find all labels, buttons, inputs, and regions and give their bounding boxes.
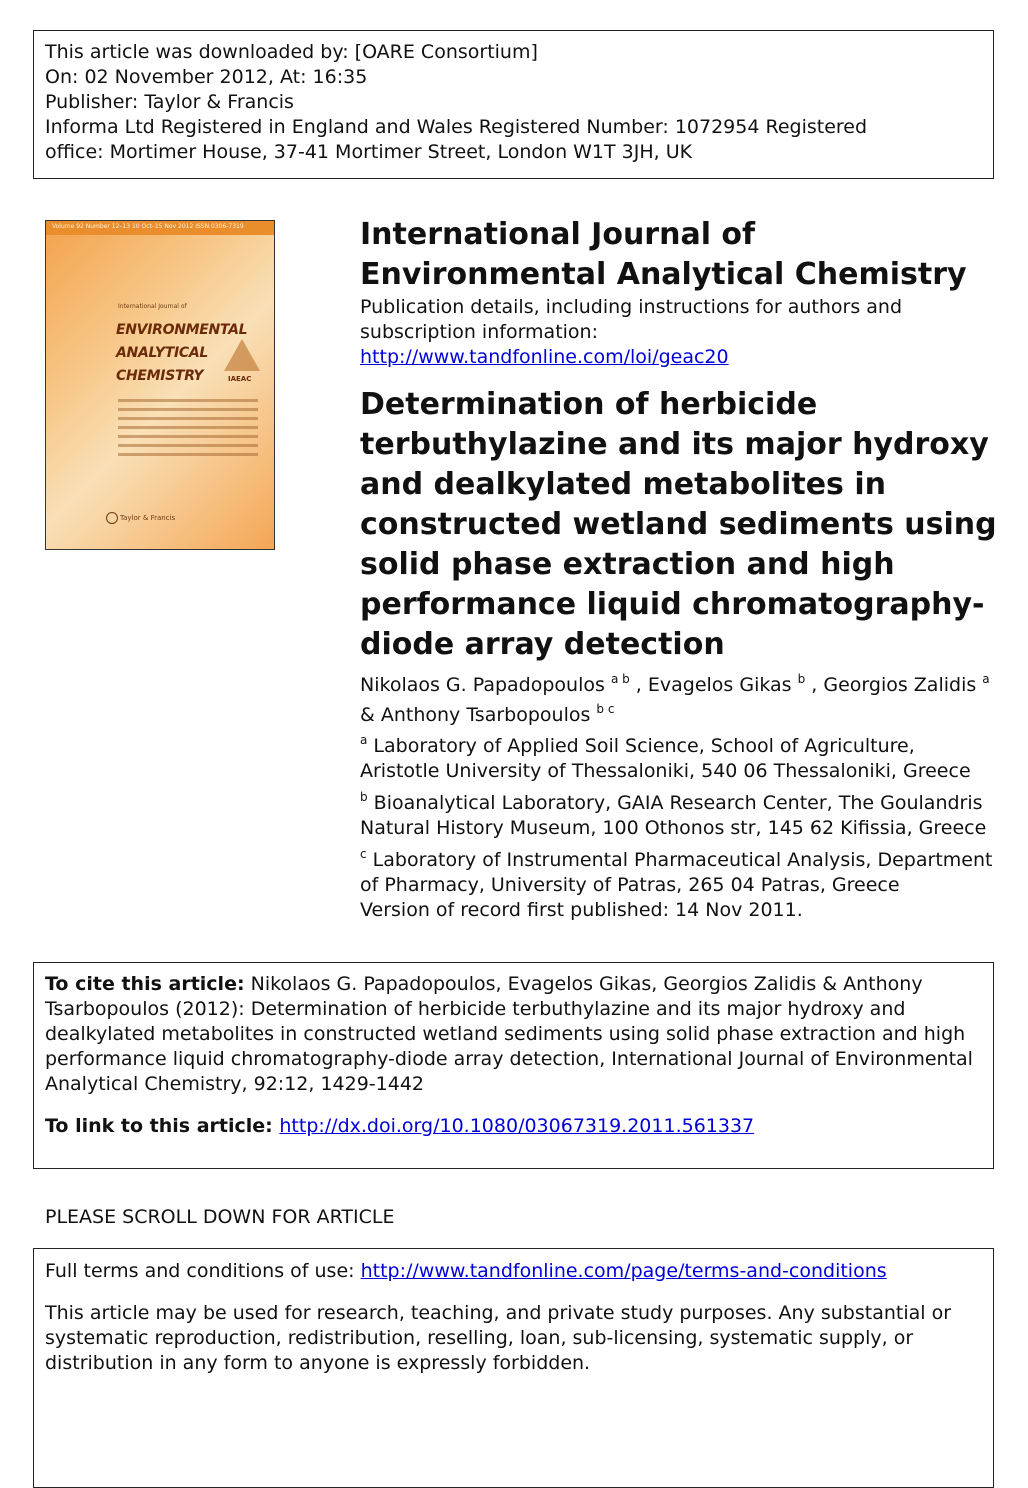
cover-band-text: Volume 92 Number 12–13 10 Oct–15 Nov 2012 ISSN 0306-7319 <box>52 223 244 230</box>
cite-label: To cite this article: <box>45 973 245 995</box>
cover-subtitle: International Journal of <box>118 303 187 310</box>
terms-body: This article may be used for research, teaching, and private study purposes. Any substantial or systematic reproduction, redistribution, reselling, loan, sub-licensing, systematic supply, or distribution in any form to anyone is expressly forbidden. <box>45 1302 952 1374</box>
version-record: Version of record first published: 14 Nov 2011. <box>360 899 803 921</box>
download-date: On: 02 November 2012, At: 16:35 <box>45 66 368 88</box>
affiliation-marker: a <box>360 733 368 747</box>
cover-text-lines <box>118 399 258 462</box>
office-line: office: Mortimer House, 37-41 Mortimer Street, London W1T 3JH, UK <box>45 141 693 163</box>
author-affiliation-marker: b <box>797 672 806 686</box>
publication-details-text: Publication details, including instructions for authors and subscription information: <box>360 296 903 343</box>
cover-publisher: Taylor & Francis <box>120 514 176 522</box>
affiliation-b <box>360 791 1000 841</box>
citation-paragraph <box>45 972 982 1097</box>
author-affiliation-marker: a <box>982 672 990 686</box>
cover-badge: IAEAC <box>228 375 252 383</box>
scroll-note: PLEASE SCROLL DOWN FOR ARTICLE <box>45 1206 395 1228</box>
iaeac-logo-icon <box>224 339 260 371</box>
cover-title-line: ENVIRONMENTAL <box>116 322 248 338</box>
affiliation-text: Bioanalytical Laboratory, GAIA Research Center, The Goulandris Natural History Museum, 100 Othonos str, 145 62 Kifissia, Greece <box>360 792 987 839</box>
registration-line: Informa Ltd Registered in England and Wales Registered Number: 1072954 Registered <box>45 116 868 138</box>
cover-title-line: CHEMISTRY <box>116 368 204 384</box>
journal-title: International Journal of Environmental Analytical Chemistry <box>360 217 967 292</box>
affiliation-text: Laboratory of Applied Soil Science, School of Agriculture, Aristotle University of Thessaloniki, 540 06 Thessaloniki, Greece <box>360 735 971 782</box>
author-name: , Georgios Zalidis <box>811 674 977 696</box>
author-list <box>360 670 1000 730</box>
publisher-line: Publisher: Taylor & Francis <box>45 91 294 113</box>
journal-url-link[interactable]: http://www.tandfonline.com/loi/geac20 <box>360 346 729 368</box>
author-name: Nikolaos G. Papadopoulos <box>360 674 605 696</box>
publisher-logo-icon <box>106 512 118 524</box>
download-notice-box <box>33 30 994 179</box>
terms-box <box>33 1248 994 1488</box>
author-name: & Anthony Tsarbopoulos <box>360 704 591 726</box>
cover-title-line: ANALYTICAL <box>116 345 209 361</box>
terms-row <box>45 1259 982 1284</box>
link-label: To link to this article: <box>45 1115 280 1137</box>
cite-text: Nikolaos G. Papadopoulos, Evagelos Gikas, Georgios Zalidis & Anthony Tsarbopoulos (2012): Determination of herbicide terbuthylazine and its major hydroxy and dealkylated metabolites in constructed wetland sediments using solid phase extraction and high performance liquid chromatography-diode array detection, International Journal of Environmental Analytical Chemistry, 92:12, 1429-1442 <box>45 973 973 1095</box>
article-doi-link[interactable]: http://dx.doi.org/10.1080/03067319.2011.561337 <box>279 1115 755 1137</box>
article-title: Determination of herbicide terbuthylazine and its major hydroxy and dealkylated metabolites in constructed wetland sediments using solid phase extraction and high performance liquid chromatography-diode array detection <box>360 387 997 662</box>
affiliation-marker: b <box>360 790 368 804</box>
author-affiliation-marker: a b <box>610 672 630 686</box>
publication-details <box>360 295 1000 370</box>
author-name: , Evagelos Gikas <box>635 674 792 696</box>
affiliation-c <box>360 848 1000 923</box>
journal-cover-image <box>45 220 275 550</box>
article-link-row <box>45 1114 982 1139</box>
author-affiliation-marker: b c <box>596 702 615 716</box>
affiliation-text: Laboratory of Instrumental Pharmaceutical Analysis, Department of Pharmacy, University of Patras, 265 04 Patras, Greece <box>360 849 993 896</box>
download-line: This article was downloaded by: [OARE Consortium] <box>45 41 538 63</box>
terms-label: Full terms and conditions of use: <box>45 1260 361 1282</box>
affiliation-a <box>360 734 1000 784</box>
citation-box <box>33 962 994 1169</box>
terms-link[interactable]: http://www.tandfonline.com/page/terms-and-conditions <box>360 1260 887 1282</box>
affiliation-marker: c <box>360 847 367 861</box>
